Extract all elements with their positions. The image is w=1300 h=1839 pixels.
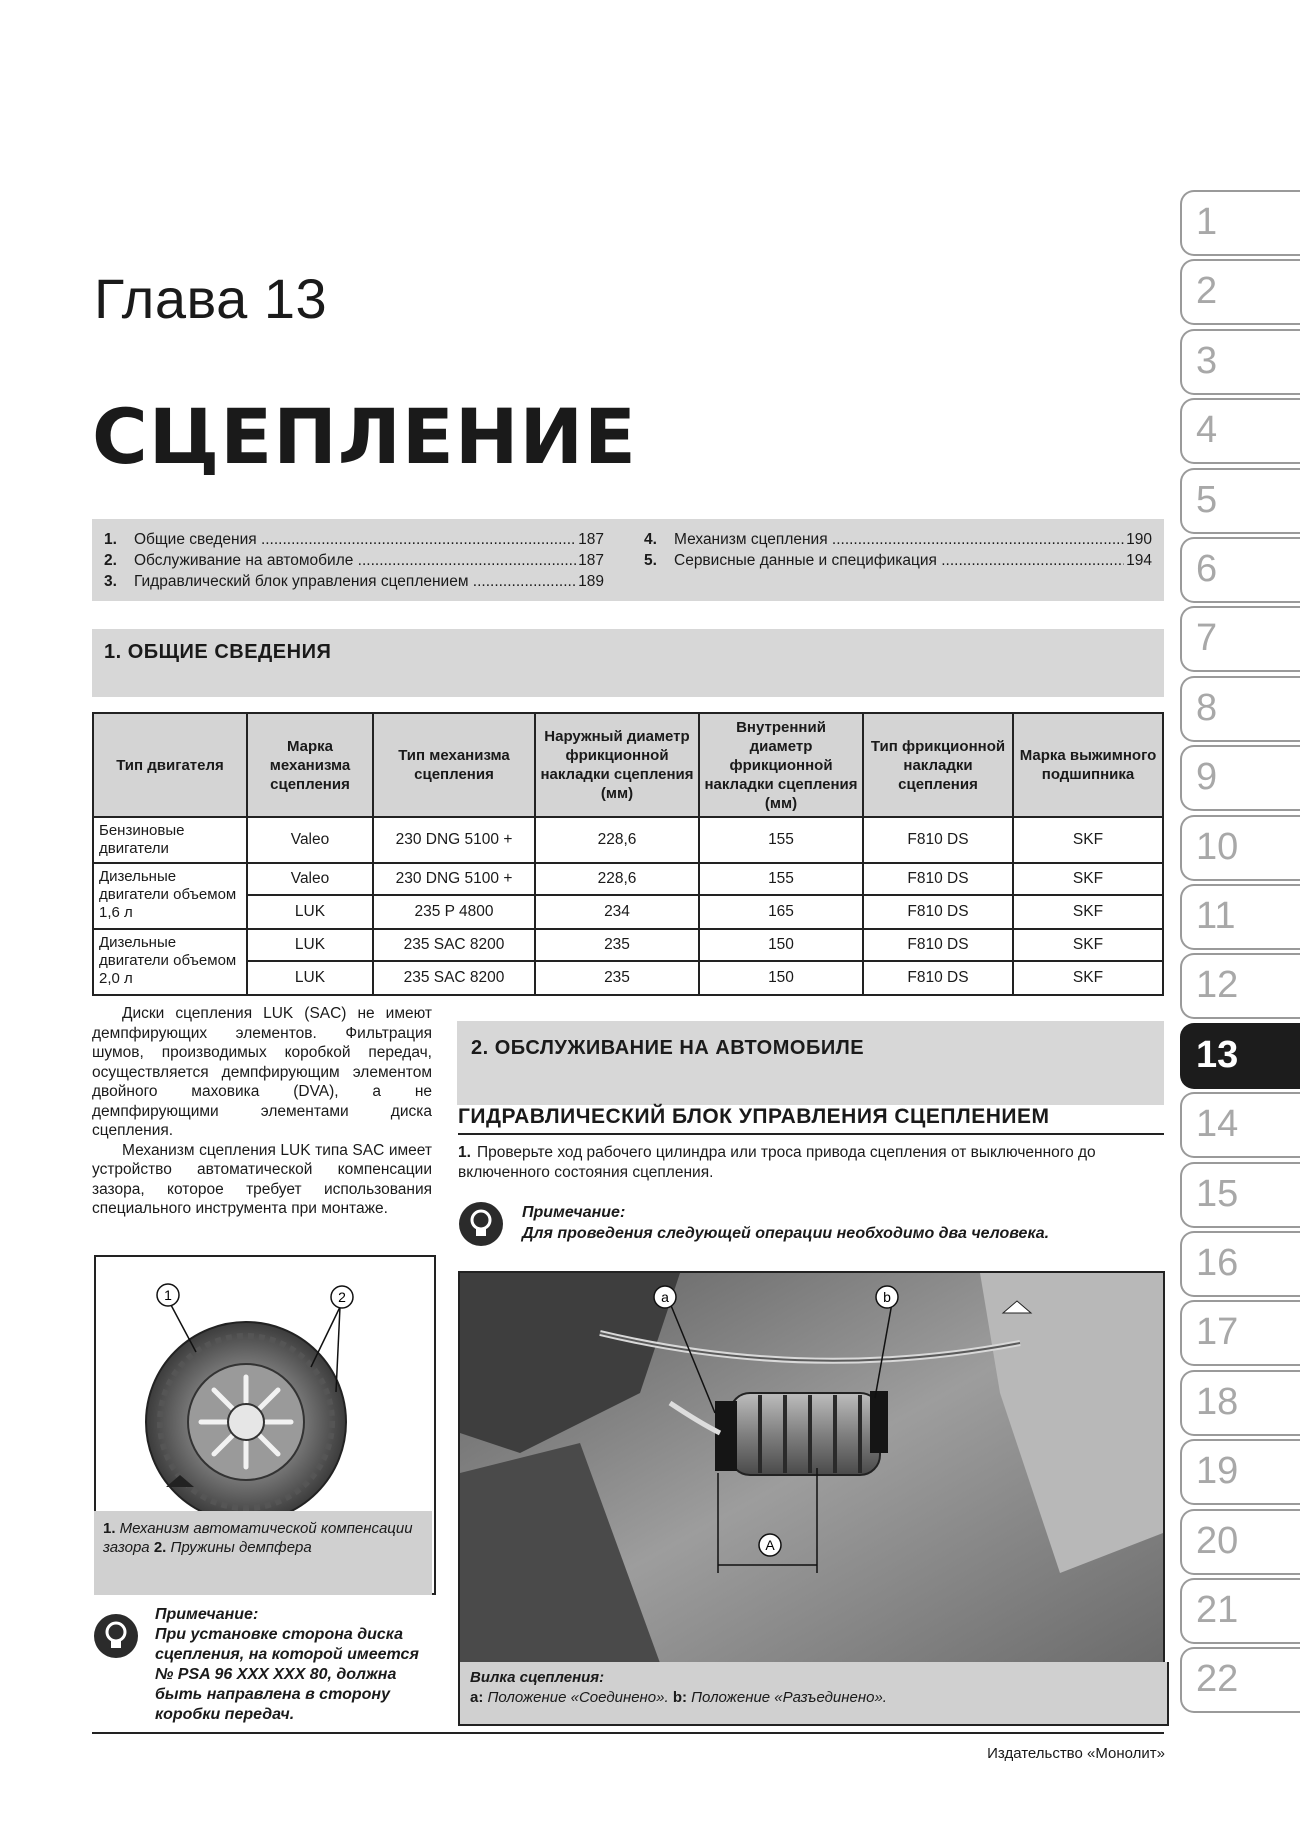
chapter-tab-11[interactable] xyxy=(1180,884,1300,950)
note-text: Для проведения следующей операции необходимо два человека. xyxy=(522,1225,1050,1242)
chapter-tab-label: 15 xyxy=(1196,1172,1239,1215)
chapter-tab-7[interactable] xyxy=(1180,606,1300,672)
table-header: Наружный диаметр фрикционной накладки сцепления (мм) xyxy=(535,713,699,817)
note-label: Примечание: xyxy=(155,1606,259,1623)
engine-type-cell: Дизельные двигатели объемом 1,6 л xyxy=(93,863,247,929)
instruction-step: 1. Проверьте ход рабочего цилиндра или троса привода сцепления от выключенного до включенного состояния сцепления. xyxy=(458,1144,1096,1181)
figure-caption: 1. Механизм автоматической компенсации зазора 2. Пружины демпфера xyxy=(94,1511,432,1595)
callout-label: a xyxy=(661,1289,669,1305)
chapter-tab-5[interactable] xyxy=(1180,468,1300,534)
chapter-tab-label: 10 xyxy=(1196,825,1239,868)
note-text: При установке сторона диска сцепления, на которой имеется № PSA 96 XXX XXX 80, должна быть направлена в сторону коробки передач. xyxy=(155,1626,419,1723)
chapter-number: Глава 13 xyxy=(94,267,328,330)
paragraph: Диски сцепления LUK (SAC) не имеют демпфирующих элементов. Фильтрация шумов, производимых коробкой передач, осуществляется демпфирующим элементом двойного маховика (DVA), а не демпфирующими элементами диска сцепления. xyxy=(92,1005,432,1139)
chapter-tab-label: 21 xyxy=(1196,1589,1239,1631)
table-header: Тип механизма сцепления xyxy=(373,713,535,817)
chapter-tab-19[interactable] xyxy=(1180,1439,1300,1505)
callout-label: A xyxy=(765,1537,775,1553)
chapter-tab-label: 3 xyxy=(1196,339,1218,382)
chapter-tab-label: 2 xyxy=(1196,270,1218,313)
engine-type-cell: Бензиновые двигатели xyxy=(93,817,247,863)
chapter-tab-label: 16 xyxy=(1196,1242,1239,1284)
subsection-heading: ГИДРАВЛИЧЕСКИЙ БЛОК УПРАВЛЕНИЯ СЦЕПЛЕНИЕМ xyxy=(458,1105,1164,1135)
toc-item[interactable]: 4. Механизм сцепления ..... 190 xyxy=(644,529,1152,550)
clutch-spec-table xyxy=(92,712,1164,996)
chapter-tab-label: 1 xyxy=(1196,201,1218,243)
chapter-tab-12[interactable] xyxy=(1180,953,1300,1019)
table-row: LUK 235 SAC 8200 235 150 F810 DS SKF xyxy=(93,961,1163,995)
table-of-contents xyxy=(92,519,1164,601)
table-row: Бензиновые двигатели Valeo 230 DNG 5100 + 228,6 155 F810 DS SKF xyxy=(93,817,1163,863)
chapter-tab-8[interactable] xyxy=(1180,676,1300,742)
chapter-tab-3[interactable] xyxy=(1180,329,1300,395)
chapter-tab-17[interactable] xyxy=(1180,1300,1300,1366)
chapter-tab-4[interactable] xyxy=(1180,398,1300,464)
chapter-tab-label: 22 xyxy=(1196,1658,1239,1701)
chapter-tab-label: 14 xyxy=(1196,1103,1239,1146)
chapter-tab-22[interactable] xyxy=(1180,1647,1300,1713)
clutch-description xyxy=(92,1004,432,1219)
table-header: Марка выжимного подшипника xyxy=(1013,713,1163,817)
publisher-name: Издательство «Монолит» xyxy=(987,1745,1165,1762)
table-row: Дизельные двигатели объемом 2,0 л LUK 235 SAC 8200 235 150 F810 DS SKF xyxy=(93,929,1163,961)
chapter-tab-label: 13 xyxy=(1196,1033,1239,1076)
callout-label: b xyxy=(883,1289,891,1305)
toc-item[interactable]: 3. Гидравлический блок управления сцеплением ..... 189 xyxy=(104,571,604,592)
chapter-tab-label: 7 xyxy=(1196,617,1218,660)
clutch-fork-figure xyxy=(458,1271,1165,1665)
toc-item[interactable]: 5. Сервисные данные и спецификация ..... 194 xyxy=(644,550,1152,571)
chapter-tab-10[interactable] xyxy=(1180,815,1300,881)
section-header-maintenance: 2. ОБСЛУЖИВАНИЕ НА АВТОМОБИЛЕ xyxy=(457,1021,1164,1105)
table-row: Дизельные двигатели объемом 1,6 л Valeo 230 DNG 5100 + 228,6 155 F810 DS SKF xyxy=(93,863,1163,895)
chapter-title: СЦЕПЛЕНИЕ xyxy=(92,392,637,481)
table-row: LUK 235 P 4800 234 165 F810 DS SKF xyxy=(93,895,1163,929)
figure-caption: Вилка сцепления: a: Положение «Соединено». b: Положение «Разъединено». xyxy=(458,1662,1169,1726)
table-header: Марка механизма сцепления xyxy=(247,713,373,817)
table-header: Тип фрикционной накладки сцепления xyxy=(863,713,1013,817)
chapter-tab-label: 6 xyxy=(1196,548,1218,590)
chapter-tab-16[interactable] xyxy=(1180,1231,1300,1297)
section-header-general: 1. ОБЩИЕ СВЕДЕНИЯ xyxy=(92,629,1164,697)
chapter-tab-18[interactable] xyxy=(1180,1370,1300,1436)
paragraph: Механизм сцепления LUK типа SAC имеет устройство автоматической компенсации зазора, которое требует использования специального инструмента при монтаже. xyxy=(92,1141,432,1217)
chapter-tab-label: 20 xyxy=(1196,1519,1239,1562)
chapter-tab-9[interactable] xyxy=(1180,745,1300,811)
chapter-tab-13[interactable] xyxy=(1180,1023,1300,1089)
chapter-tab-21[interactable] xyxy=(1180,1578,1300,1644)
callout-label: 2 xyxy=(338,1289,346,1305)
chapter-tab-label: 18 xyxy=(1196,1380,1239,1423)
lightbulb-icon xyxy=(94,1614,138,1658)
callout-label: 1 xyxy=(164,1287,172,1303)
engine-type-cell: Дизельные двигатели объемом 2,0 л xyxy=(93,929,247,995)
table-header: Тип двигателя xyxy=(93,713,247,817)
note-two-people xyxy=(522,1202,1172,1244)
chapter-tab-2[interactable] xyxy=(1180,259,1300,325)
chapter-tab-label: 8 xyxy=(1196,686,1218,729)
note-clutch-install xyxy=(155,1605,437,1725)
chapter-tab-label: 9 xyxy=(1196,756,1218,799)
chapter-tab-label: 19 xyxy=(1196,1450,1239,1493)
lightbulb-icon xyxy=(459,1202,503,1246)
chapter-tab-1[interactable] xyxy=(1180,190,1300,256)
clutch-fork-photo xyxy=(460,1273,1163,1663)
chapter-tab-6[interactable] xyxy=(1180,537,1300,603)
toc-item[interactable]: 1. Общие сведения ..... 187 xyxy=(104,529,604,550)
table-header: Внутренний диаметр фрикционной накладки сцепления (мм) xyxy=(699,713,863,817)
chapter-tab-14[interactable] xyxy=(1180,1092,1300,1158)
chapter-tab-label: 4 xyxy=(1196,409,1218,452)
chapter-tab-20[interactable] xyxy=(1180,1509,1300,1575)
chapter-tab-label: 12 xyxy=(1196,964,1239,1007)
chapter-tab-label: 11 xyxy=(1196,895,1236,937)
chapter-tab-15[interactable] xyxy=(1180,1162,1300,1228)
toc-item[interactable]: 2. Обслуживание на автомобиле ..... 187 xyxy=(104,550,604,571)
note-label: Примечание: xyxy=(522,1204,626,1221)
footer-divider xyxy=(92,1732,1164,1734)
chapter-tab-label: 17 xyxy=(1196,1311,1239,1354)
chapter-tab-label: 5 xyxy=(1196,478,1218,521)
